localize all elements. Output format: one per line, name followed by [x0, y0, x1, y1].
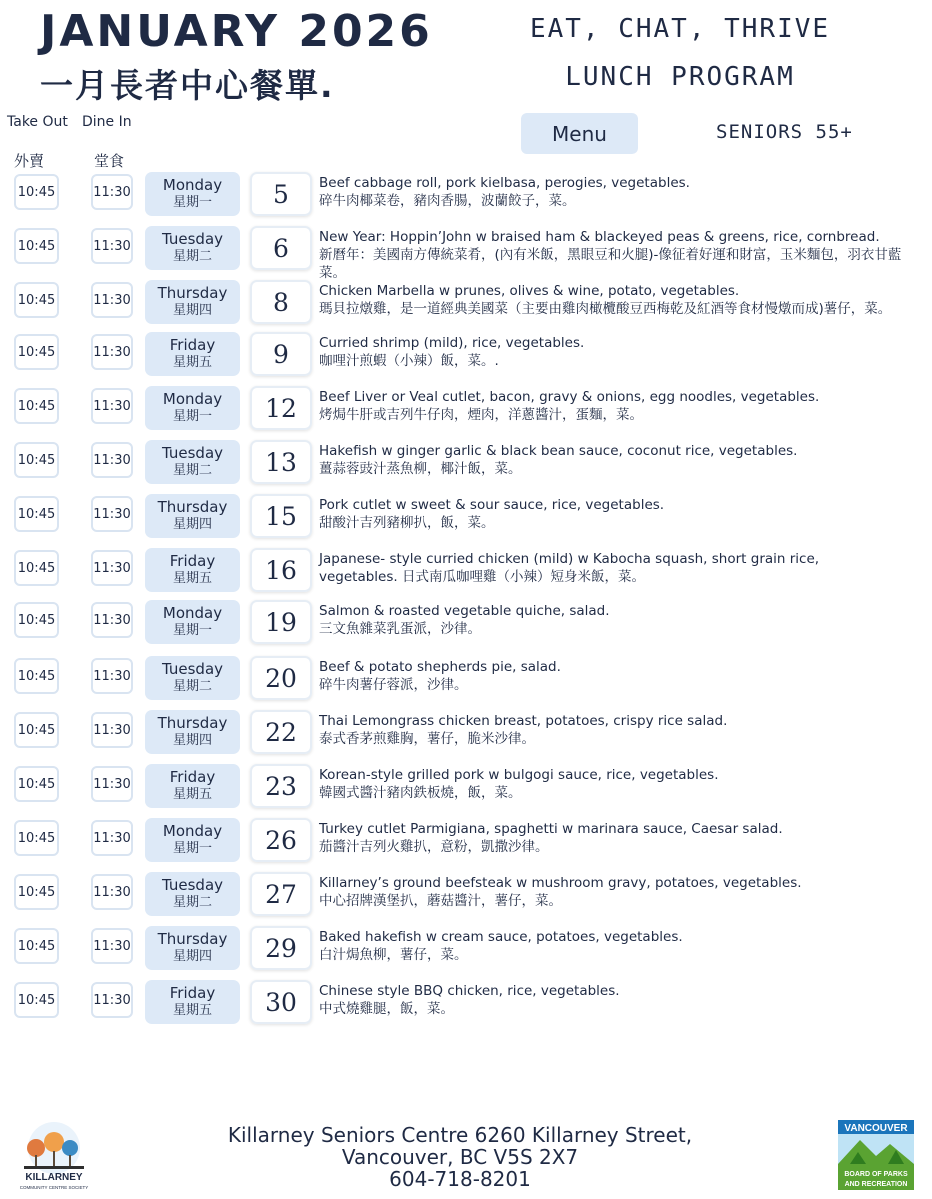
- meal-description-chinese: 碎牛肉椰菜卷，豬肉香腸，波蘭餃子，菜。: [319, 193, 576, 209]
- date-number: 27: [250, 872, 312, 916]
- day-name: Thursday: [157, 714, 228, 732]
- killarney-logo-text: KILLARNEY: [25, 1172, 83, 1183]
- meal-description-chinese: 碎牛肉薯仔蓉派，沙律。: [319, 677, 468, 693]
- menu-row: [0, 710, 932, 760]
- meal-description-english: New Year: Hoppin’John w braised ham & blackeyed peas & greens, rice, cornbread.: [319, 229, 880, 245]
- day-name-chinese: 星期四: [172, 517, 212, 532]
- take-out-time: 10:45: [14, 174, 59, 210]
- date-number: 6: [250, 226, 312, 270]
- day-name: Tuesday: [161, 876, 224, 894]
- day-name: Friday: [169, 552, 216, 570]
- vancouver-logo-subtext-2: AND RECREATION: [844, 1181, 908, 1188]
- date-number: 15: [250, 494, 312, 538]
- meal-description: [319, 766, 927, 802]
- day-badge: [145, 548, 240, 592]
- meal-description: [319, 928, 927, 964]
- menu-row: [0, 656, 932, 706]
- menu-row: [0, 440, 932, 490]
- day-name: Monday: [162, 604, 223, 622]
- menu-row: [0, 172, 932, 222]
- day-name: Friday: [169, 336, 216, 354]
- footer-phone: 604-718-8201: [389, 1167, 531, 1191]
- meal-description-english: Killarney’s ground beefsteak w mushroom gravy, potatoes, vegetables.: [319, 875, 802, 891]
- day-name-chinese: 星期一: [172, 195, 212, 210]
- day-badge: [145, 386, 240, 430]
- day-badge: [145, 980, 240, 1024]
- day-name-chinese: 星期二: [172, 249, 212, 264]
- dine-in-time: 11:30: [91, 334, 133, 370]
- day-name: Thursday: [157, 930, 228, 948]
- day-badge: [145, 226, 240, 270]
- dine-in-time: 11:30: [91, 766, 133, 802]
- meal-description-english: Salmon & roasted vegetable quiche, salad.: [319, 603, 610, 619]
- meal-description-chinese: 泰式香茅煎雞胸，薯仔，脆米沙律。: [319, 731, 535, 747]
- menu-row: [0, 280, 932, 330]
- dine-in-label: Dine In: [82, 114, 132, 130]
- meal-description-english: Thai Lemongrass chicken breast, potatoes, crispy rice salad.: [319, 713, 728, 729]
- meal-description: [319, 334, 927, 370]
- menu-row: [0, 764, 932, 814]
- meal-description-chinese: 咖哩汁煎蝦（小辣）飯，菜。.: [319, 353, 499, 369]
- take-out-time: 10:45: [14, 442, 59, 478]
- meal-description: [319, 174, 927, 210]
- meal-description-chinese: 茄醬汁吉列火雞扒，意粉，凱撒沙律。: [319, 839, 549, 855]
- take-out-time: 10:45: [14, 550, 59, 586]
- day-badge: [145, 710, 240, 754]
- date-number: 23: [250, 764, 312, 808]
- take-out-time: 10:45: [14, 658, 59, 694]
- day-name-chinese: 星期四: [172, 949, 212, 964]
- take-out-time: 10:45: [14, 712, 59, 748]
- day-badge: [145, 332, 240, 376]
- day-name-chinese: 星期四: [172, 303, 212, 318]
- take-out-time: 10:45: [14, 874, 59, 910]
- meal-description-english: Turkey cutlet Parmigiana, spaghetti w marinara sauce, Caesar salad.: [319, 821, 783, 837]
- meal-description-english: Baked hakefish w cream sauce, potatoes, vegetables.: [319, 929, 683, 945]
- day-name: Friday: [169, 984, 216, 1002]
- menu-row: [0, 548, 932, 598]
- menu-row: [0, 226, 932, 281]
- meal-description: [319, 658, 927, 694]
- meal-description-chinese: 烤焗牛肝或吉列牛仔肉，煙肉，洋蔥醬汁，蛋麵，菜。: [319, 407, 643, 423]
- meal-description-english: Japanese- style curried chicken (mild) w Kabocha squash, short grain rice,: [319, 551, 820, 567]
- dine-in-time: 11:30: [91, 982, 133, 1018]
- footer-address: [160, 1124, 760, 1190]
- meal-description-chinese: 瑪貝拉燉雞，是一道經典美國菜（主要由雞肉橄欖酸豆西梅乾及紅酒等食材慢燉而成)薯仔，菜。: [319, 301, 892, 317]
- footer-line-2: Vancouver, BC V5S 2X7: [341, 1145, 579, 1169]
- date-number: 5: [250, 172, 312, 216]
- day-name-chinese: 星期一: [172, 409, 212, 424]
- day-name-chinese: 星期一: [172, 623, 212, 638]
- day-badge: [145, 494, 240, 538]
- menu-row: [0, 600, 932, 650]
- meal-description-chinese: 中式燒雞腿，飯，菜。: [319, 1001, 454, 1017]
- vancouver-parks-logo: [830, 1118, 920, 1193]
- meal-description-chinese: 三文魚雜菜乳蛋派，沙律。: [319, 621, 481, 637]
- menu-row: [0, 332, 932, 382]
- day-name: Monday: [162, 822, 223, 840]
- day-name: Tuesday: [161, 660, 224, 678]
- meal-description: [319, 282, 927, 318]
- day-name: Thursday: [157, 498, 228, 516]
- dine-in-time: 11:30: [91, 928, 133, 964]
- day-name: Tuesday: [161, 444, 224, 462]
- tagline-lunch-program: LUNCH PROGRAM: [565, 62, 795, 92]
- date-number: 19: [250, 600, 312, 644]
- dine-in-time: 11:30: [91, 496, 133, 532]
- dine-in-time: 11:30: [91, 282, 133, 318]
- day-badge: [145, 818, 240, 862]
- menu-row: [0, 926, 932, 976]
- day-name-chinese: 星期一: [172, 841, 212, 856]
- day-name-chinese: 星期五: [172, 571, 212, 586]
- meal-description: [319, 550, 927, 586]
- take-out-label-chinese: 外賣: [14, 152, 45, 170]
- dine-in-time: 11:30: [91, 174, 133, 210]
- meal-description-english: Chinese style BBQ chicken, rice, vegetables.: [319, 983, 620, 999]
- take-out-time: 10:45: [14, 334, 59, 370]
- dine-in-time: 11:30: [91, 228, 133, 264]
- date-number: 30: [250, 980, 312, 1024]
- page-title: JANUARY 2026: [40, 6, 433, 57]
- day-badge: [145, 926, 240, 970]
- dine-in-time: 11:30: [91, 874, 133, 910]
- take-out-time: 10:45: [14, 928, 59, 964]
- day-name: Monday: [162, 176, 223, 194]
- date-number: 9: [250, 332, 312, 376]
- date-number: 26: [250, 818, 312, 862]
- day-name-chinese: 星期五: [172, 355, 212, 370]
- meal-description-english: Curried shrimp (mild), rice, vegetables.: [319, 335, 585, 351]
- take-out-time: 10:45: [14, 766, 59, 802]
- page-title-chinese: 一月長者中心餐單.: [40, 66, 335, 105]
- meal-description-english: Korean-style grilled pork w bulgogi sauce, rice, vegetables.: [319, 767, 719, 783]
- tagline-eat-chat-thrive: EAT, CHAT, THRIVE: [529, 14, 831, 44]
- meal-description: [319, 982, 927, 1018]
- dine-in-time: 11:30: [91, 388, 133, 424]
- vancouver-logo-text: VANCOUVER: [844, 1123, 908, 1134]
- dine-in-time: 11:30: [91, 550, 133, 586]
- meal-description-english: Beef cabbage roll, pork kielbasa, perogies, vegetables.: [319, 175, 690, 191]
- meal-description: [319, 874, 927, 910]
- meal-description: [319, 820, 927, 856]
- meal-description-chinese: vegetables. 日式南瓜咖哩雞（小辣）短身米飯，菜。: [319, 569, 645, 585]
- date-number: 22: [250, 710, 312, 754]
- killarney-logo: [14, 1118, 94, 1193]
- day-name: Thursday: [157, 284, 228, 302]
- date-number: 20: [250, 656, 312, 700]
- meal-description-english: Chicken Marbella w prunes, olives & wine, potato, vegetables.: [319, 283, 740, 299]
- meal-description-chinese: 薑蒜蓉豉汁蒸魚柳，椰汁飯，菜。: [319, 461, 522, 477]
- day-name-chinese: 星期二: [172, 679, 212, 694]
- day-badge: [145, 440, 240, 484]
- day-name: Monday: [162, 390, 223, 408]
- date-number: 16: [250, 548, 312, 592]
- day-name: Friday: [169, 768, 216, 786]
- meal-description: [319, 388, 927, 424]
- dine-in-time: 11:30: [91, 602, 133, 638]
- meal-description: [319, 496, 927, 532]
- menu-button[interactable]: Menu: [521, 113, 638, 154]
- meal-description-chinese: 甜酸汁吉列豬柳扒，飯，菜。: [319, 515, 495, 531]
- meal-description-english: Pork cutlet w sweet & sour sauce, rice, vegetables.: [319, 497, 665, 513]
- meal-description: [319, 228, 927, 282]
- take-out-time: 10:45: [14, 282, 59, 318]
- take-out-label: Take Out: [7, 114, 68, 130]
- dine-in-time: 11:30: [91, 442, 133, 478]
- footer-line-1: Killarney Seniors Centre 6260 Killarney Street,: [227, 1123, 693, 1147]
- date-number: 8: [250, 280, 312, 324]
- day-name: Tuesday: [161, 230, 224, 248]
- dine-in-label-chinese: 堂食: [94, 152, 125, 170]
- date-number: 12: [250, 386, 312, 430]
- take-out-time: 10:45: [14, 602, 59, 638]
- meal-description-english: Hakefish w ginger garlic & black bean sauce, coconut rice, vegetables.: [319, 443, 798, 459]
- day-name-chinese: 星期二: [172, 463, 212, 478]
- day-name-chinese: 星期五: [172, 787, 212, 802]
- menu-row: [0, 818, 932, 868]
- menu-row: [0, 872, 932, 922]
- date-number: 29: [250, 926, 312, 970]
- day-name-chinese: 星期五: [172, 1003, 212, 1018]
- killarney-logo-subtext: COMMUNITY CENTRE SOCIETY: [19, 1185, 89, 1190]
- day-name-chinese: 星期二: [172, 895, 212, 910]
- day-badge: [145, 280, 240, 324]
- day-badge: [145, 764, 240, 808]
- meal-description-chinese: 新曆年：美國南方傳統菜肴，(內有米飯，黑眼豆和火腿)-像征着好運和財富，玉米麵包，羽衣甘藍菜。: [319, 247, 902, 281]
- vancouver-logo-subtext-1: BOARD OF PARKS: [844, 1171, 908, 1178]
- take-out-time: 10:45: [14, 388, 59, 424]
- take-out-time: 10:45: [14, 496, 59, 532]
- seniors-label: SENIORS 55+: [716, 121, 853, 143]
- menu-row: [0, 980, 932, 1030]
- meal-description: [319, 712, 927, 748]
- meal-description-english: Beef & potato shepherds pie, salad.: [319, 659, 561, 675]
- menu-row: [0, 386, 932, 436]
- dine-in-time: 11:30: [91, 658, 133, 694]
- meal-description: [319, 602, 927, 638]
- meal-description-chinese: 韓國式醬汁豬肉鉄板燒，飯，菜。: [319, 785, 522, 801]
- meal-description-chinese: 中心招牌漢堡扒，蘑菇醬汁，薯仔，菜。: [319, 893, 562, 909]
- dine-in-time: 11:30: [91, 712, 133, 748]
- day-name-chinese: 星期四: [172, 733, 212, 748]
- day-badge: [145, 656, 240, 700]
- meal-description-chinese: 白汁焗魚柳，薯仔，菜。: [319, 947, 468, 963]
- menu-row: [0, 494, 932, 544]
- take-out-time: 10:45: [14, 982, 59, 1018]
- meal-description: [319, 442, 927, 478]
- meal-description-english: Beef Liver or Veal cutlet, bacon, gravy & onions, egg noodles, vegetables.: [319, 389, 820, 405]
- dine-in-time: 11:30: [91, 820, 133, 856]
- take-out-time: 10:45: [14, 228, 59, 264]
- day-badge: [145, 872, 240, 916]
- date-number: 13: [250, 440, 312, 484]
- day-badge: [145, 600, 240, 644]
- take-out-time: 10:45: [14, 820, 59, 856]
- day-badge: [145, 172, 240, 216]
